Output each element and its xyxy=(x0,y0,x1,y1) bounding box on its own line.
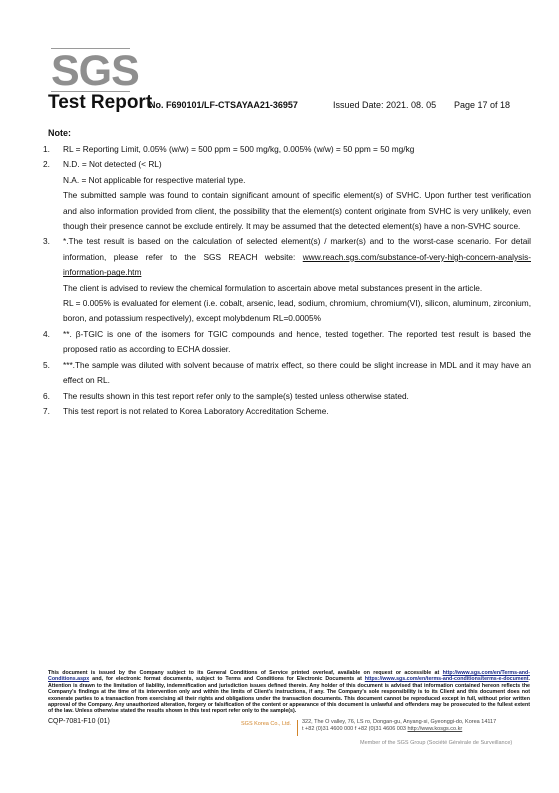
company-address xyxy=(302,719,496,733)
note-text: N.A. = Not applicable for respective material type. xyxy=(63,174,246,185)
note-text: ***.The sample was diluted with solvent because of matrix effect, so there could be slight increase in MDL and it may have an effect on RL. xyxy=(63,359,531,386)
notes-list xyxy=(43,142,531,419)
note-number: 7. xyxy=(43,405,50,416)
page-title: Test Report xyxy=(48,92,153,113)
note-text: This test report is not related to Korea Laboratory Accreditation Scheme. xyxy=(63,405,329,416)
note-number: 1. xyxy=(43,144,50,154)
note-text-part: *.The test result is based on the calculation of selected element(s) / marker(s) and to the worst-case scenario. For detail information, please refer to the SGS REACH website: xyxy=(63,236,531,262)
disclaimer-part: . Attention is drawn to the limitation of liability, indemnification and jurisdiction issues defined therein. Any holder of this document is advised that information contained hereon reflects the Company's findings at the time of its intervention only and within the limits of Client's instructions, if any. The Company's sole responsibility is to its Client and this document does not exonerate parties to a transaction from exercising all their rights and obligations under the transaction documents. This document cannot be reproduced except in full, without prior written approval of the Company. Any unauthorized alteration, forgery or falsification of the content or appearance of this document is unlawful and offenders may be prosecuted to the fullest extent of the law. Unless otherwise stated the results shown in this test report refer only to the sample(s). xyxy=(48,676,530,715)
terms-link[interactable]: http://www.sgs.com/en/Terms-and-Conditions.aspx xyxy=(48,670,530,683)
disclaimer-part: and, for electronic format documents, subject to Terms and Conditions for Electronic Documents at xyxy=(89,676,365,683)
divider xyxy=(297,720,298,736)
contact-line xyxy=(302,726,496,733)
note-item-4 xyxy=(43,327,531,358)
note-item-6 xyxy=(43,389,531,404)
address-line: 322, The O valley, 76, LS ro, Dongan-gu, Anyang-si, Gyeonggi-do, Korea 14117 xyxy=(302,719,497,725)
e-document-terms-link[interactable]: https://www.sgs.com/en/terms-and-conditions/terms-e-document xyxy=(364,676,529,683)
reach-website-link[interactable]: www.reach.sgs.com/substance-of-very-high-concern-analysis-information-page.htm xyxy=(63,251,531,278)
company-name: SGS Korea Co., Ltd. xyxy=(241,721,292,727)
note-item-2 xyxy=(43,157,531,234)
disclaimer-part: This document is issued by the Company subject to its General Conditions of Service printed overleaf, available on request or accessible at xyxy=(48,670,443,676)
note-text xyxy=(63,234,531,280)
sgs-logo: SGS xyxy=(51,47,139,95)
issued-date: Issued Date: 2021. 08. 05 xyxy=(333,100,437,110)
note-text: **. β-TGIC is one of the isomers for TGIC compounds and hence, tested together. The reported test result is based the proposed ratio as according to ECHA dossier. xyxy=(63,328,531,355)
note-text: N.D. = Not detected (< RL) xyxy=(63,159,162,170)
note-number: 5. xyxy=(43,359,50,370)
report-header xyxy=(48,94,528,114)
note-item-1 xyxy=(43,142,531,157)
note-text: RL = 0.005% is evaluated for element (i.e. cobalt, arsenic, lead, sodium, chromium, chromium(VI), silicon, aluminum, zirconium, boron, and potassium respectively), except molybdenum RL=0.0005% xyxy=(63,298,531,324)
page-number: Page 17 of 18 xyxy=(454,100,511,110)
note-text: The client is advised to review the chemical formulation to ascertain above metal substances present in the article. xyxy=(63,282,483,293)
note-text: RL = Reporting Limit, 0.05% (w/w) = 500 ppm = 500 mg/kg, 0.005% (w/w) = 50 ppm = 50 mg/kg xyxy=(63,144,415,154)
note-item-5 xyxy=(43,358,531,389)
form-code: CQP-7081-F10 (01) xyxy=(48,718,110,725)
member-statement: Member of the SGS Group (Société Générale de Surveillance) xyxy=(360,740,513,746)
note-number: 2. xyxy=(43,159,50,170)
legal-disclaimer xyxy=(48,670,530,715)
report-number: No. F690101/LF-CTSAYAA21-36957 xyxy=(149,100,298,110)
phone-fax: t +82 (0)31 4600 000 f +82 (0)31 4606 003 xyxy=(302,726,408,732)
company-website-link[interactable]: http://www.kosgs.co.kr xyxy=(407,726,463,732)
note-heading: Note: xyxy=(48,128,71,138)
note-number: 3. xyxy=(43,236,50,247)
note-number: 4. xyxy=(43,328,50,339)
note-number: 6. xyxy=(43,390,50,401)
note-text: The results shown in this test report refer only to the sample(s) tested unless otherwise stated. xyxy=(63,390,409,401)
note-item-3 xyxy=(43,234,531,326)
note-item-7 xyxy=(43,404,531,419)
note-text: The submitted sample was found to contain significant amount of specific element(s) of SVHC. Upon further test verification and also information provided from client, the possibility that the element(s) content originate from SVHC is very unlikely, even though their presence cannot be exclude entirely. It may be assumed that the detected element(s) have a non-SVHC source. xyxy=(63,190,531,232)
